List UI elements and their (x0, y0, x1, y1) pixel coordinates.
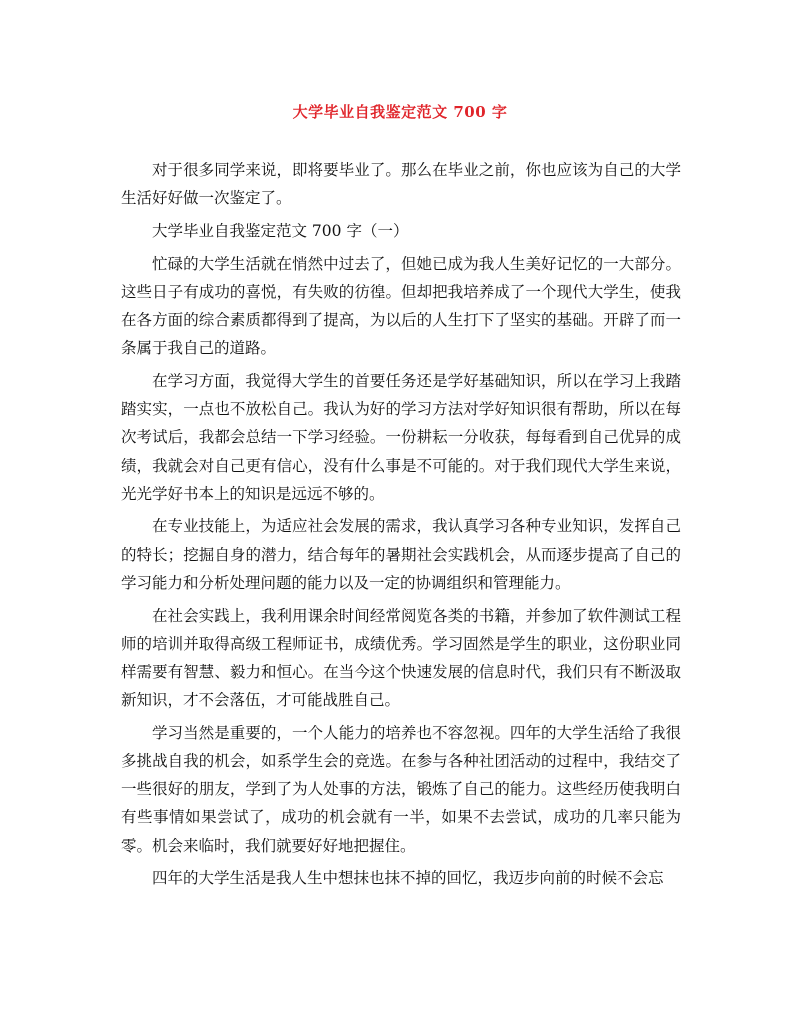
paragraph-busy-life: 忙碌的大学生活就在悄然中过去了，但她已成为我人生美好记忆的一大部分。这些日子有成功的喜悦，有失败的彷徨。但却把我培养成了一个现代大学生，使我在各方面的综合素质都得到了提高，为以后的人生打下了坚实的基础。开辟了而一条属于我自己的道路。 (121, 254, 681, 358)
paragraph-intro: 对于很多同学来说，即将要毕业了。那么在毕业之前，你也应该为自己的大学生活好好做一次鉴定了。 (121, 161, 681, 208)
paragraph-memories: 四年的大学生活是我人生中想抹也抹不掉的回忆，我迈步向前的时候不会忘 (152, 869, 664, 888)
paragraph-social-practice: 在社会实践上，我利用课余时间经常阅览各类的书籍，并参加了软件测试工程师的培训并取得高级工程师证书，成绩优秀。学习固然是学生的职业，这份职业同样需要有智慧、毅力和恒心。在当今这个快速发展的信息时代，我们只有不断汲取新知识，才不会落伍，才可能战胜自己。 (121, 606, 681, 710)
paragraph-ability: 学习当然是重要的，一个人能力的培养也不容忽视。四年的大学生活给了我很多挑战自我的机会，如系学生会的竞选。在参与各种社团活动的过程中，我结交了一些很好的朋友，学到了为人处事的方法，锻炼了自己的能力。这些经历使我明白有些事情如果尝试了，成功的机会就有一半，如果不去尝试，成功的几率只能为零。机会来临时，我们就要好好地把握住。 (121, 723, 681, 855)
document-title: 大学毕业自我鉴定范文 700 字 (292, 103, 508, 121)
paragraph-subheading: 大学毕业自我鉴定范文 700 字（一） (152, 221, 409, 240)
paragraph-professional-skills: 在专业技能上，为适应社会发展的需求，我认真学习各种专业知识，发挥自己的特长；挖掘自身的潜力，结合每年的暑期社会实践机会，从而逐步提高了自己的学习能力和分析处理问题的能力以及一定的协调组织和管理能力。 (121, 517, 681, 592)
document-body (121, 156, 681, 897)
paragraph-study: 在学习方面，我觉得大学生的首要任务还是学好基础知识，所以在学习上我踏踏实实，一点也不放松自己。我认为好的学习方法对学好知识很有帮助，所以在每次考试后，我都会总结一下学习经验。一份耕耘一分收获，每每看到自己优异的成绩，我就会对自己更有信心，没有什么事是不可能的。对于我们现代大学生来说，光光学好书本上的知识是远远不够的。 (121, 371, 681, 503)
